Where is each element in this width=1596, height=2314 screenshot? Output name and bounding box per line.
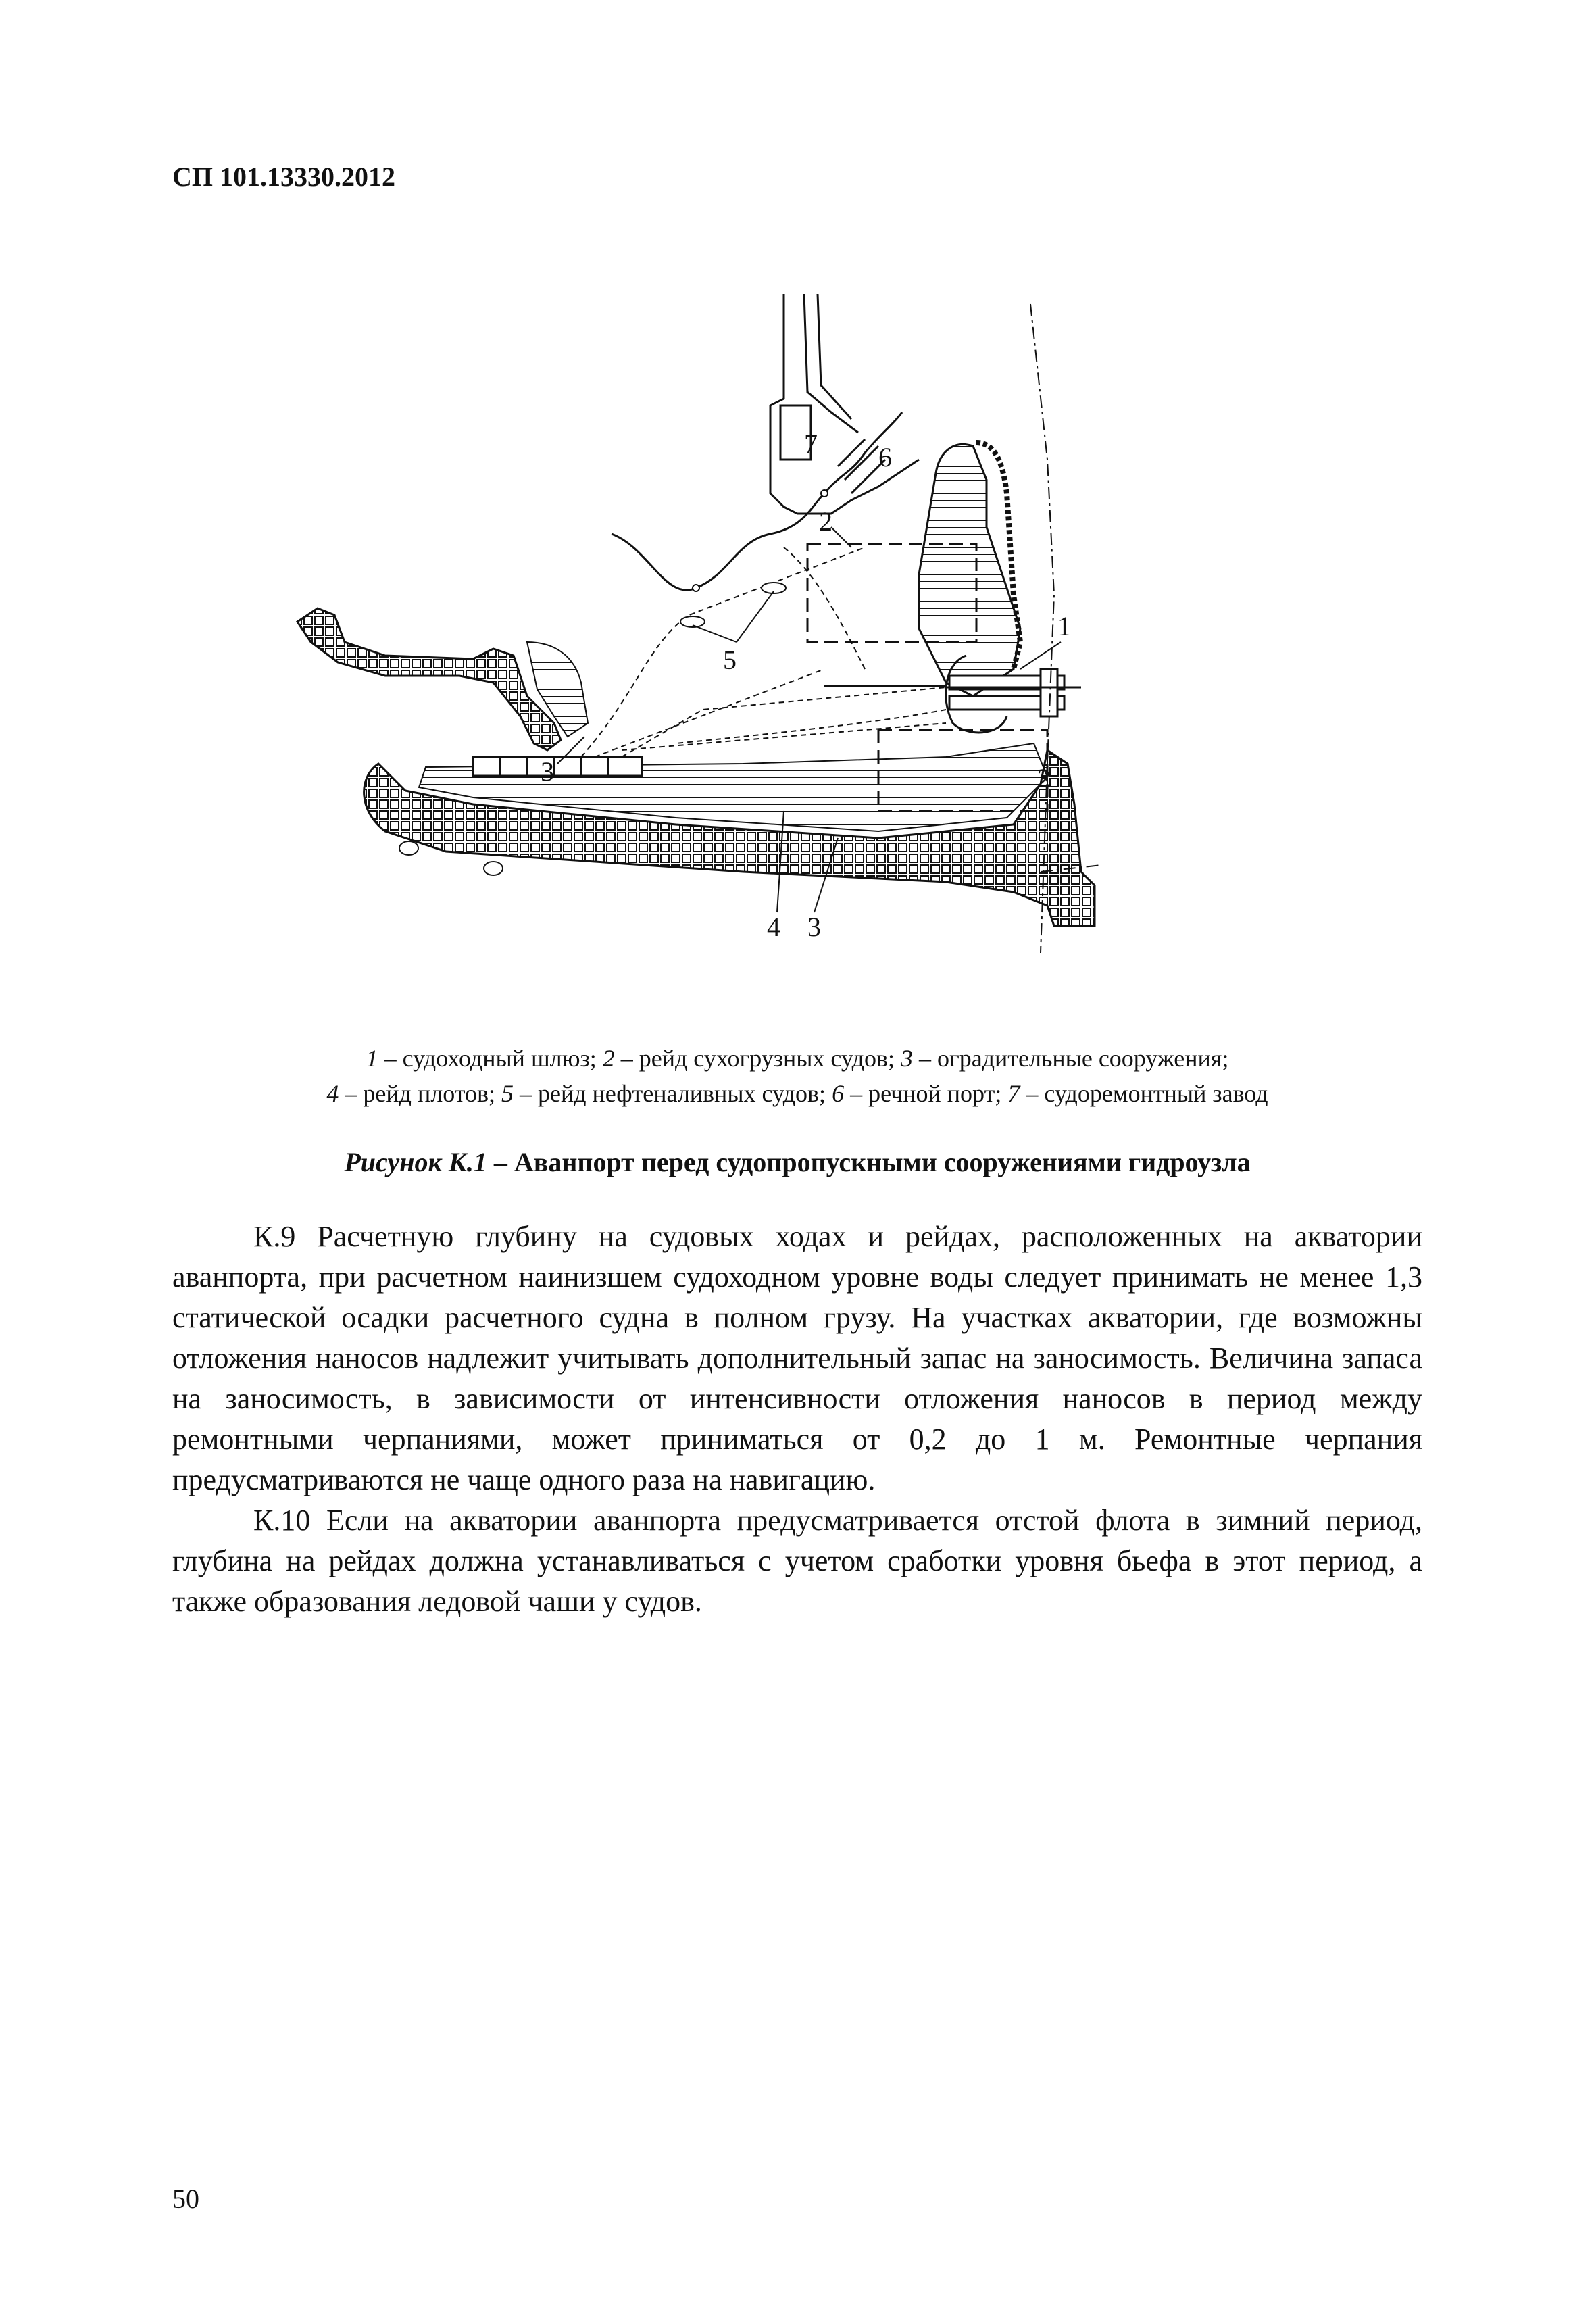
label-4: 4 [767, 912, 780, 942]
legend-num: 1 [366, 1045, 378, 1072]
legend-text: – рейд плотов; [339, 1080, 501, 1107]
legend-text: – речной порт; [844, 1080, 1008, 1107]
shoreline [612, 412, 902, 590]
figure-avanport-diagram [270, 291, 1324, 1007]
label-6: 6 [878, 442, 892, 472]
legend-text: – судоходный шлюз; [378, 1045, 603, 1072]
legend-text: – оградительные сооружения; [912, 1045, 1229, 1072]
river-port [770, 294, 919, 514]
label-7: 7 [804, 428, 818, 459]
page-number: 50 [172, 2184, 199, 2214]
figure-caption-text: – Аванпорт перед судопропускными сооружениями гидроузла [487, 1147, 1251, 1177]
label-3-lower: 3 [807, 912, 821, 942]
legend-text: – судоремонтный завод [1020, 1080, 1268, 1107]
body-text [172, 1216, 1422, 1622]
legend-num: 3 [900, 1045, 913, 1072]
diagram-svg [270, 291, 1324, 1007]
legend-text: – рейд сухогрузных судов; [614, 1045, 901, 1072]
label-2-lower: 2 [1037, 763, 1051, 793]
raft-roadstead [473, 757, 642, 776]
legend-num: 6 [832, 1080, 845, 1107]
label-3-left: 3 [541, 756, 554, 787]
paragraph-k10: К.10 Если на акватории аванпорта предусматривается отстой флота в зимний период, глубина на рейдах должна устанавливаться с учетом сработки уровня бьефа в этот период, а также образования ледовой чаши у судов. [172, 1504, 1422, 1618]
figure-caption [172, 1146, 1422, 1178]
label-2-upper: 2 [819, 506, 832, 537]
legend-num: 7 [1007, 1080, 1020, 1107]
legend-num: 2 [602, 1045, 615, 1072]
document-code: СП 101.13330.2012 [172, 162, 395, 192]
legend-num: 4 [326, 1080, 339, 1107]
breakwater-left [297, 608, 561, 750]
figure-caption-label: Рисунок К.1 [344, 1147, 487, 1177]
legend-line-2 [172, 1076, 1422, 1111]
legend-text: – рейд нефтеналивных судов; [513, 1080, 832, 1107]
figure-legend [172, 1041, 1422, 1111]
paragraph-k9: К.9 Расчетную глубину на судовых ходах и рейдах, расположенных на акватории аванпорта, при расчетном наинизшем судоходном уровне воды следует принимать не менее 1,3 статической осадки расчетного судна в полном грузу. На участках акватории, где возможны отложения наносов надлежит учитывать дополнительный запас на заносимость. Величина запаса на заносимость, в зависимости от интенсивности отложения наносов в период между ремонтными черпаниями, может приниматься от 0,2 до 1 м. Ремонтные черпания предусматриваются не чаще одного раза на навигацию. [172, 1220, 1422, 1496]
legend-num: 5 [501, 1080, 514, 1107]
label-1: 1 [1057, 611, 1071, 641]
breakwater-right [919, 444, 1020, 696]
label-5: 5 [723, 645, 737, 675]
legend-line-1 [172, 1041, 1422, 1076]
